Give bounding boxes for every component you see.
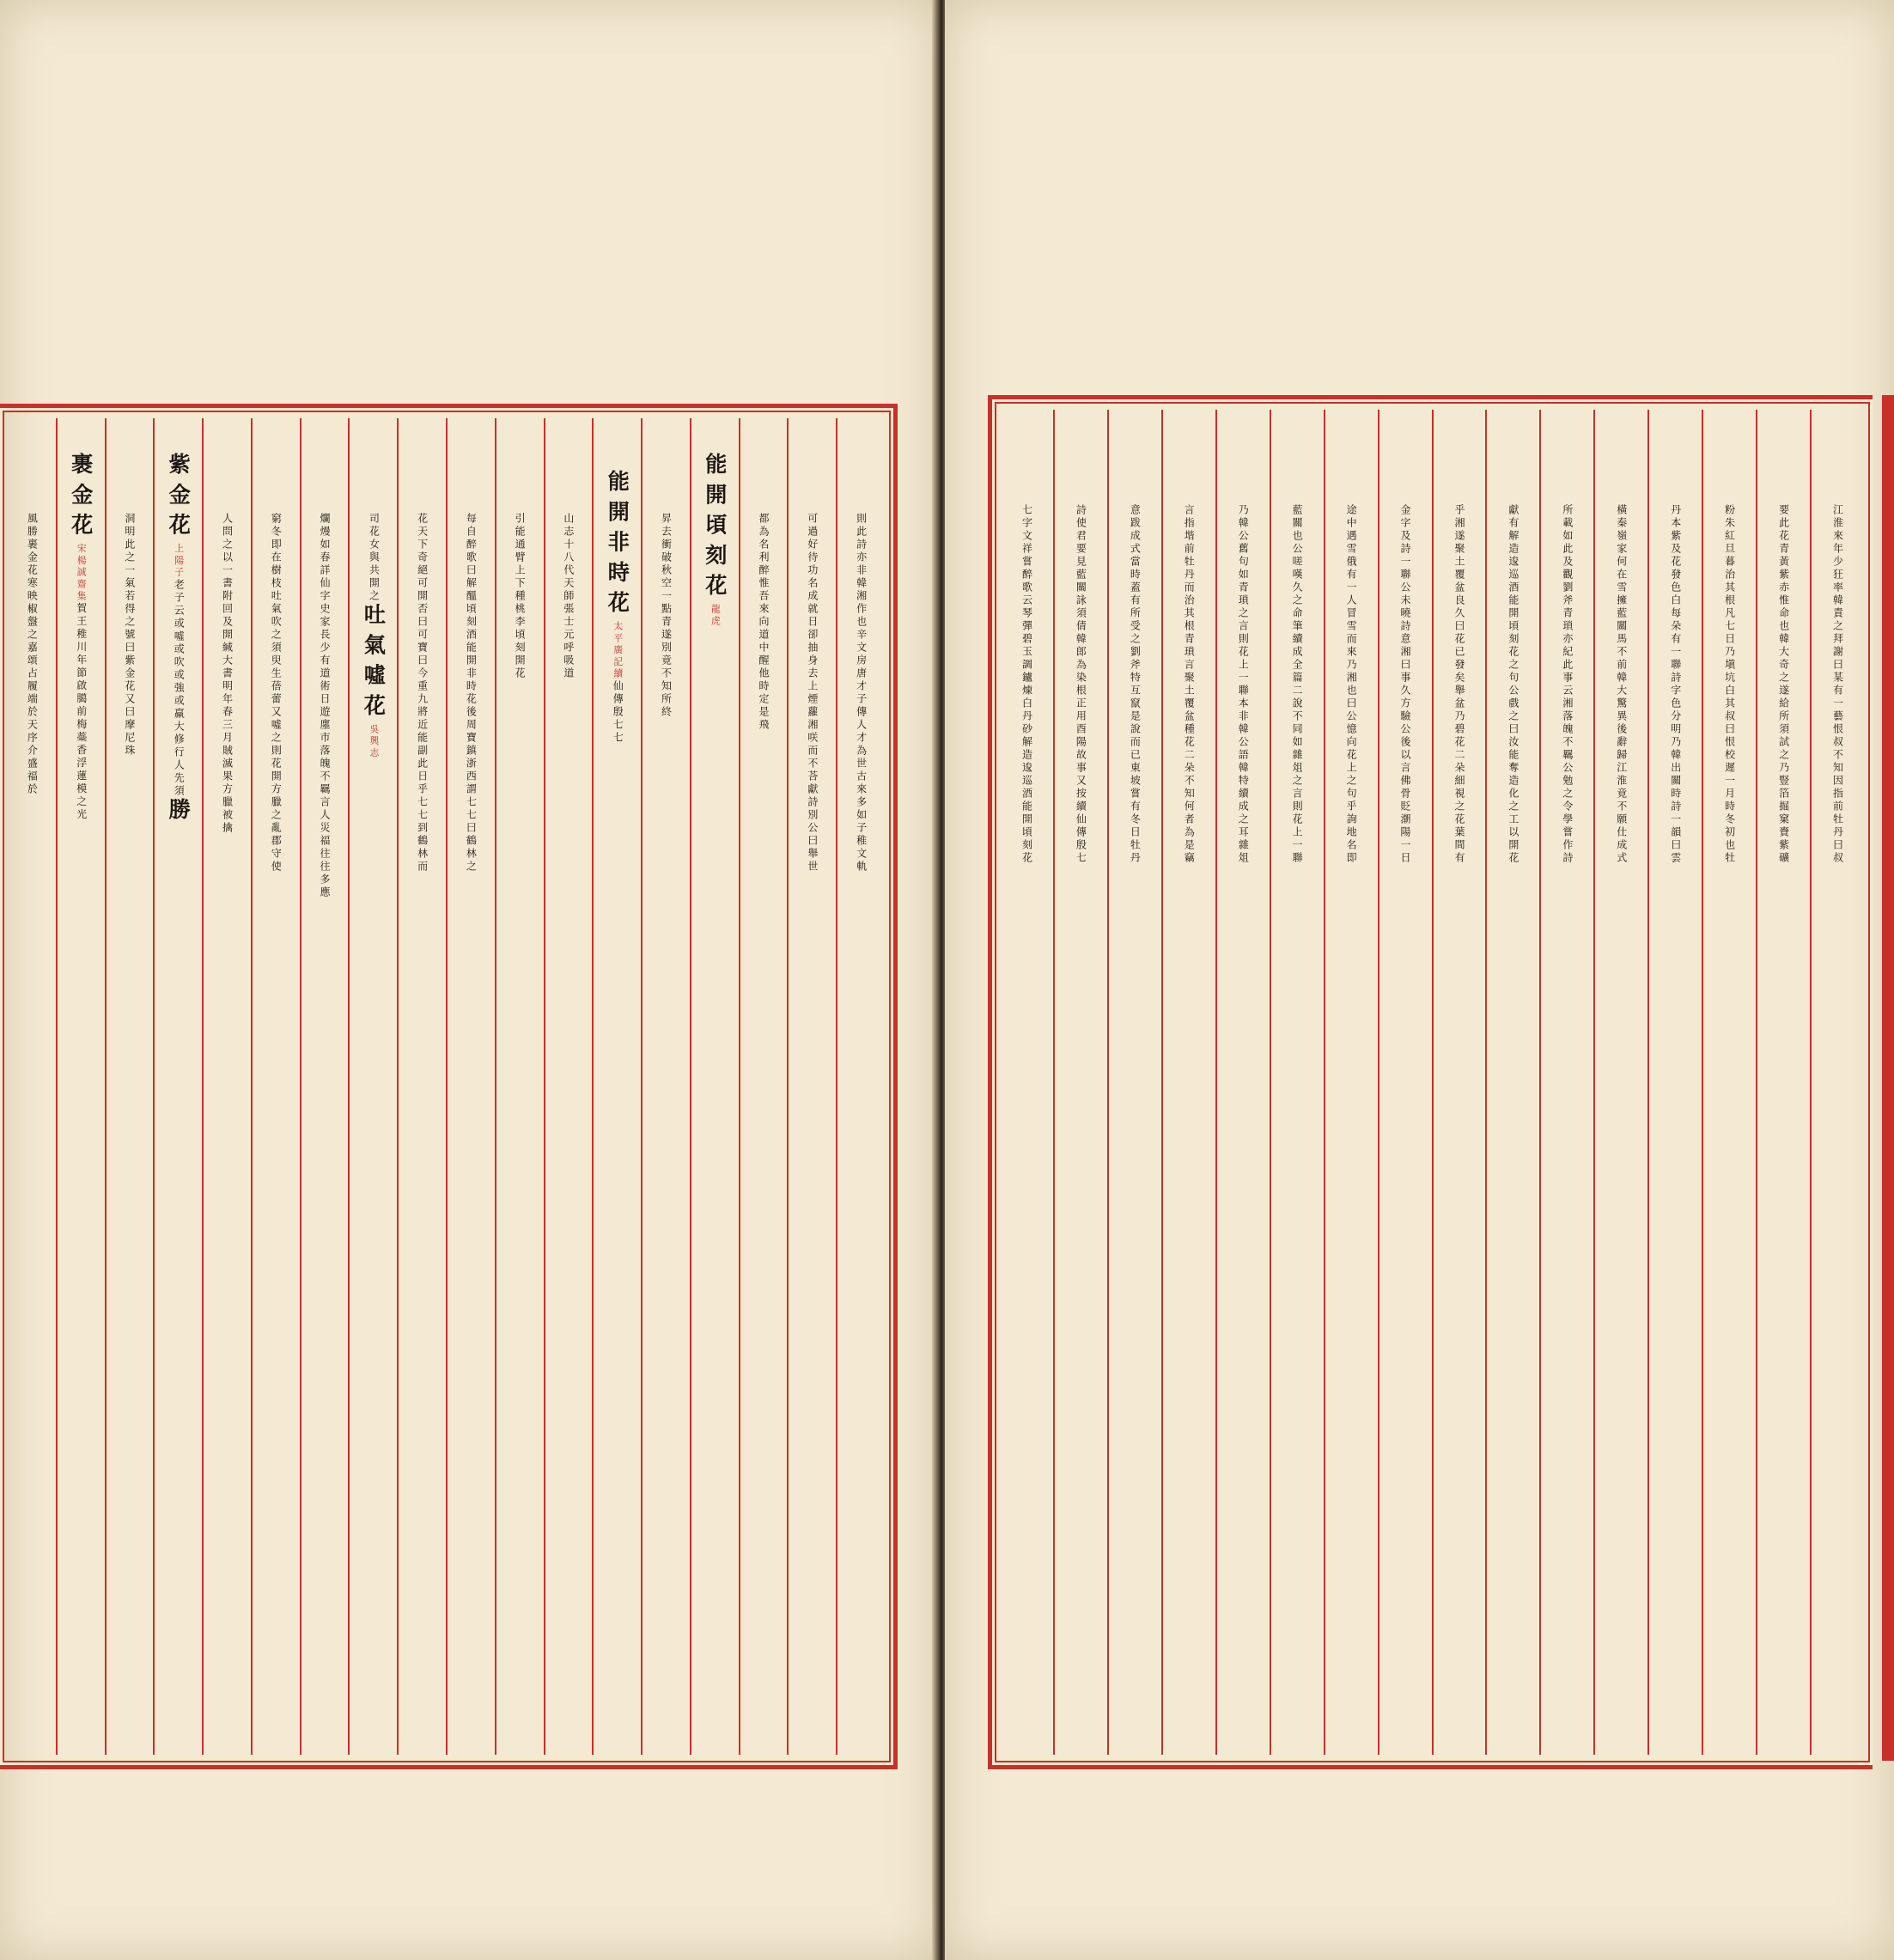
column-text: 橫秦嶺家何在雪擁藍關馬不前韓大驚異後辭歸江淮竟不願仕成式 bbox=[1615, 504, 1628, 865]
column-text: 獻有解造逡巡酒能開頃刻花之句公戲之曰汝能奪造化之工以開花 bbox=[1507, 504, 1519, 865]
entry-heading: 吐氣噓花 bbox=[361, 603, 387, 724]
column bbox=[1324, 410, 1378, 1755]
entry-heading: 紫金花 bbox=[166, 453, 192, 544]
left-page bbox=[0, 0, 936, 1960]
column-text: 乃韓公舊句如青瑣之言則花上一聯本非韓公語韓特續成之耳雜俎 bbox=[1237, 504, 1250, 865]
column-text bbox=[320, 513, 330, 1755]
column-text: 七字文祥嘗醉歌云琴彈碧玉調鑪煉白丹砂解造逡巡酒能開頃刻花 bbox=[1020, 504, 1033, 865]
column bbox=[1702, 410, 1756, 1755]
citation-text: 賀王稚川年節啟臈前梅蘂香浮蓮模之光 bbox=[75, 602, 88, 822]
column bbox=[1001, 410, 1053, 1755]
column-text: 風勝裹金花寒映椒盤之嘉頌占履端於天序介盛福於 bbox=[26, 513, 39, 796]
column bbox=[1593, 410, 1647, 1755]
column bbox=[641, 418, 690, 1755]
column bbox=[446, 418, 495, 1755]
column-text: 藍關也公嗟嘆久之命筆續成全篇二說不同如雜俎之言則花上一聯 bbox=[1291, 504, 1304, 865]
column bbox=[300, 418, 349, 1755]
column-text: 意跋成式當時蓋有所受之劉斧特互竄是說而已東坡嘗有冬日牡丹 bbox=[1129, 504, 1142, 865]
column-text: 則此詩亦非韓湘作也辛文房唐才子傳人才為世古來多如子稚文軌 bbox=[855, 513, 868, 873]
column-text: 途中遇雪俄有一人冒雪而來乃湘也曰公憶向花上之句乎詢地名即 bbox=[1345, 504, 1358, 865]
column bbox=[397, 418, 446, 1755]
column-text: 乎湘遂聚土覆盆良久曰花已發矣舉盆乃碧花二朵細視之花葉間有 bbox=[1452, 504, 1465, 865]
entry-heading: 能開頃刻花 bbox=[702, 453, 728, 604]
column bbox=[690, 418, 739, 1755]
column bbox=[9, 418, 56, 1755]
column bbox=[1485, 410, 1539, 1755]
column-text: 山志十八代天師張士元呼吸道 bbox=[562, 513, 575, 680]
column-text: 昇去衝破秋空一點青遂別竟不知所終 bbox=[660, 513, 673, 719]
column-text: 引能通臂上下種桃李頃刻開花 bbox=[514, 513, 527, 680]
column-text: 勝 bbox=[166, 798, 192, 829]
column-text: 所載如此及觀劉斧青瑣亦紀此事云湘落魄不羈公勉之令學嘗作詩 bbox=[1561, 504, 1574, 865]
column-text: 人問之以一書附回及開緘大書明年春三月賊滅果方臘被擒 bbox=[221, 513, 234, 835]
column-text: 要此花青黃紫赤惟命也韓大奇之遂給所須試之乃豎箔掘窠賚紫礦 bbox=[1777, 504, 1790, 865]
column bbox=[1107, 410, 1161, 1755]
column-text: 可過好待功名成就日卻抽身去上煙蘿湘咲而不荅獻詩別公曰舉世 bbox=[806, 513, 819, 873]
citation: 吳興志 bbox=[368, 723, 381, 760]
column-text bbox=[704, 453, 726, 1755]
entry-heading: 能開非時花 bbox=[605, 470, 631, 621]
column-text: 粉朱紅旦暮治其根凡七日乃塡坑白其叔曰恨校遲一月時冬初也牡 bbox=[1723, 504, 1736, 865]
column bbox=[1539, 410, 1593, 1755]
column-text: 窮冬即在樹枝吐氣吹之須臾生蓓蕾又噓之則花開方臘之亂郡守使 bbox=[270, 513, 283, 873]
column bbox=[251, 418, 300, 1755]
column-text bbox=[605, 470, 631, 1755]
column bbox=[202, 418, 251, 1755]
column-text: 金字及詩一聯公未曉詩意湘曰事久方驗公後以言佛骨貶潮陽一日 bbox=[1399, 504, 1412, 865]
column bbox=[1378, 410, 1432, 1755]
column bbox=[56, 418, 105, 1755]
right-page-frame bbox=[988, 395, 1873, 1769]
column bbox=[836, 418, 885, 1755]
column bbox=[1647, 410, 1702, 1755]
column-text: 爛熳如春詳仙字 bbox=[319, 513, 332, 603]
citation: 太平廣記續 bbox=[612, 621, 624, 680]
left-page-columns bbox=[9, 418, 885, 1755]
column bbox=[1810, 410, 1864, 1755]
page-edge-mark bbox=[1882, 395, 1894, 1761]
column bbox=[1270, 410, 1324, 1755]
entry-heading: 裹金花 bbox=[68, 453, 94, 544]
column bbox=[1756, 410, 1810, 1755]
column bbox=[1161, 410, 1215, 1755]
citation-text: 仙傳殷七七 bbox=[612, 680, 624, 745]
column bbox=[787, 418, 836, 1755]
column-text bbox=[166, 453, 192, 1755]
citation: 宋楊誠齋集 bbox=[76, 543, 88, 603]
column bbox=[1053, 410, 1107, 1755]
column bbox=[153, 418, 202, 1755]
column bbox=[592, 418, 641, 1755]
column-text: 司花女與共開之 bbox=[368, 513, 381, 603]
column-text: 都為名利醉惟吾來向道中醒他時定是飛 bbox=[758, 513, 770, 732]
column-text: 洞明此之一氣若得之號曰紫金花又曰摩尼珠 bbox=[123, 513, 136, 758]
column bbox=[105, 418, 154, 1755]
column-text: 丹本紫及花發色白每朵有一聯詩字色分明乃韓出關時詩一韻曰雲 bbox=[1669, 504, 1682, 865]
column-text bbox=[70, 453, 92, 1755]
citation-text: 史家長少有道術日遊廛市落魄不羈言人災福往往多應 bbox=[319, 603, 332, 899]
column bbox=[739, 418, 788, 1755]
citation: 上陽子 bbox=[174, 543, 186, 580]
column-text: 言指堦前牡丹而治其根青瑣言聚土覆盆種花二朵不知何者為是竊 bbox=[1183, 504, 1196, 865]
column bbox=[348, 418, 397, 1755]
right-page-columns bbox=[1001, 410, 1864, 1755]
column bbox=[544, 418, 593, 1755]
column-text bbox=[361, 513, 387, 1755]
column bbox=[495, 418, 544, 1755]
column bbox=[1215, 410, 1270, 1755]
column-text: 花天下奇絕可開否曰可寶曰今重九將近能副此日乎七七到鶴林而 bbox=[416, 513, 429, 873]
right-page bbox=[945, 0, 1894, 1960]
column-text: 詩使君要見藍關詠須倩韓郎為染根正用酉陽故事又按續仙傳殷七 bbox=[1075, 504, 1087, 865]
column-text: 江淮來年少狂率韓責之拜謝曰某有一藝恨叔不知因指前牡丹曰叔 bbox=[1831, 504, 1844, 865]
citation-text: 老子云或噓或吹或強或羸大修行人先須 bbox=[173, 579, 186, 799]
column-text: 每自醉歌曰解醞頃刻酒能開非時花後周寶鎮浙西謂七七曰鶴林之 bbox=[465, 513, 478, 873]
citation: 龍虎 bbox=[709, 604, 722, 628]
column bbox=[1432, 410, 1486, 1755]
left-page-frame bbox=[0, 404, 898, 1769]
